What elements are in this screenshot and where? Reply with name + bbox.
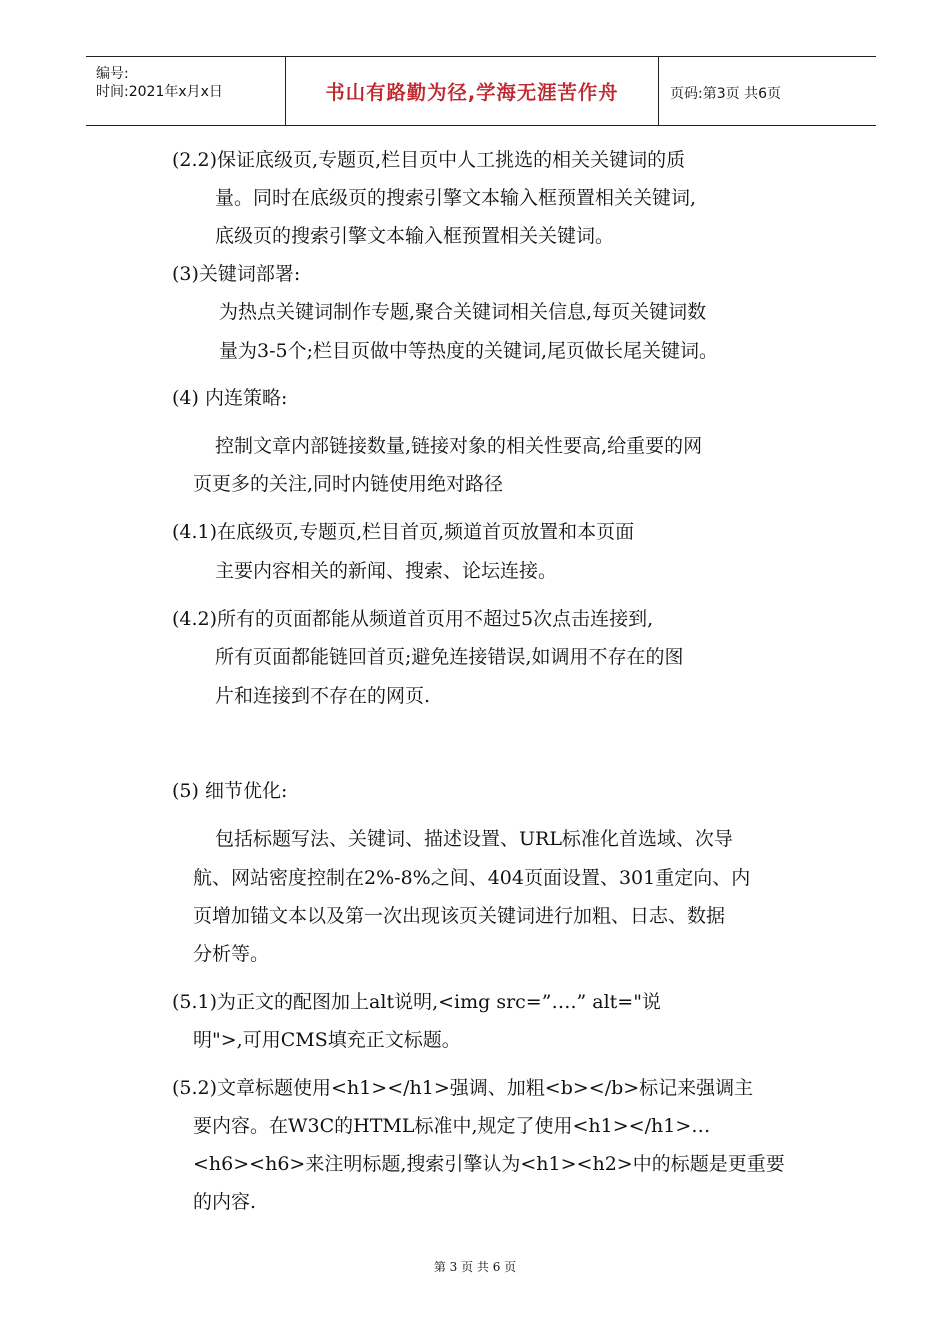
page-label: 页码:第3页 共6页 — [670, 86, 781, 102]
text-line: 控制文章内部链接数量,链接对象的相关性要高,给重要的网 — [215, 435, 703, 457]
page-footer: 第 3 页 共 6 页 — [433, 1260, 517, 1274]
text-line: 为热点关键词制作专题,聚合关键词相关信息,每页关键词数 — [219, 301, 707, 323]
serial-label: 编号: — [96, 66, 129, 82]
text-line: 的内容. — [193, 1191, 257, 1213]
header-motto-cell — [286, 57, 659, 125]
section-heading: (5) 细节优化: — [172, 780, 288, 802]
text-line: 包括标题写法、关键词、描述设置、URL标准化首选域、次导 — [215, 828, 733, 850]
text-line: 量为3-5个;栏目页做中等热度的关键词,尾页做长尾关键词。 — [219, 340, 719, 362]
motto: 书山有路勤为径,学海无涯苦作舟 — [325, 81, 619, 104]
text-line: 量。同时在底级页的搜索引擎文本输入框预置相关关键词, — [215, 187, 697, 209]
header-page-cell — [659, 57, 876, 125]
text-line: <h6><h6>来注明标题,搜索引擎认为<h1><h2>中的标题是更重要 — [193, 1153, 785, 1175]
text-line: 要内容。在W3C的HTML标准中,规定了使用<h1></h1>… — [193, 1115, 711, 1137]
header-info-cell — [86, 57, 286, 125]
section-heading: (3)关键词部署: — [172, 263, 301, 285]
page-header — [86, 56, 876, 126]
text-line: 底级页的搜索引擎文本输入框预置相关关键词。 — [215, 225, 615, 247]
text-line: 页增加锚文本以及第一次出现该页关键词进行加粗、日志、数据 — [193, 905, 726, 927]
text-line: (4.2)所有的页面都能从频道首页用不超过5次点击连接到, — [172, 608, 654, 630]
text-line: 主要内容相关的新闻、搜索、论坛连接。 — [215, 560, 558, 582]
text-line: 页更多的关注,同时内链使用绝对路径 — [193, 473, 504, 495]
text-line: (4.1)在底级页,专题页,栏目首页,频道首页放置和本页面 — [172, 521, 635, 543]
text-line: 航、网站密度控制在2%-8%之间、404页面设置、301重定向、内 — [193, 867, 751, 889]
text-line: (5.1)为正文的配图加上alt说明,<img src=”….” alt="说 — [172, 991, 661, 1013]
text-line: 片和连接到不存在的网页. — [215, 685, 431, 707]
text-line: (5.2)文章标题使用<h1></h1>强调、加粗<b></b>标记来强调主 — [172, 1077, 754, 1099]
text-line: (2.2)保证底级页,专题页,栏目页中人工挑选的相关关键词的质 — [172, 149, 686, 171]
text-line: 明">,可用CMS填充正文标题。 — [193, 1029, 461, 1051]
text-line: 所有页面都能链回首页;避免连接错误,如调用不存在的图 — [215, 646, 684, 668]
section-heading: (4) 内连策略: — [172, 387, 288, 409]
text-line: 分析等。 — [193, 943, 270, 965]
time-label: 时间:2021年x月x日 — [96, 84, 223, 100]
